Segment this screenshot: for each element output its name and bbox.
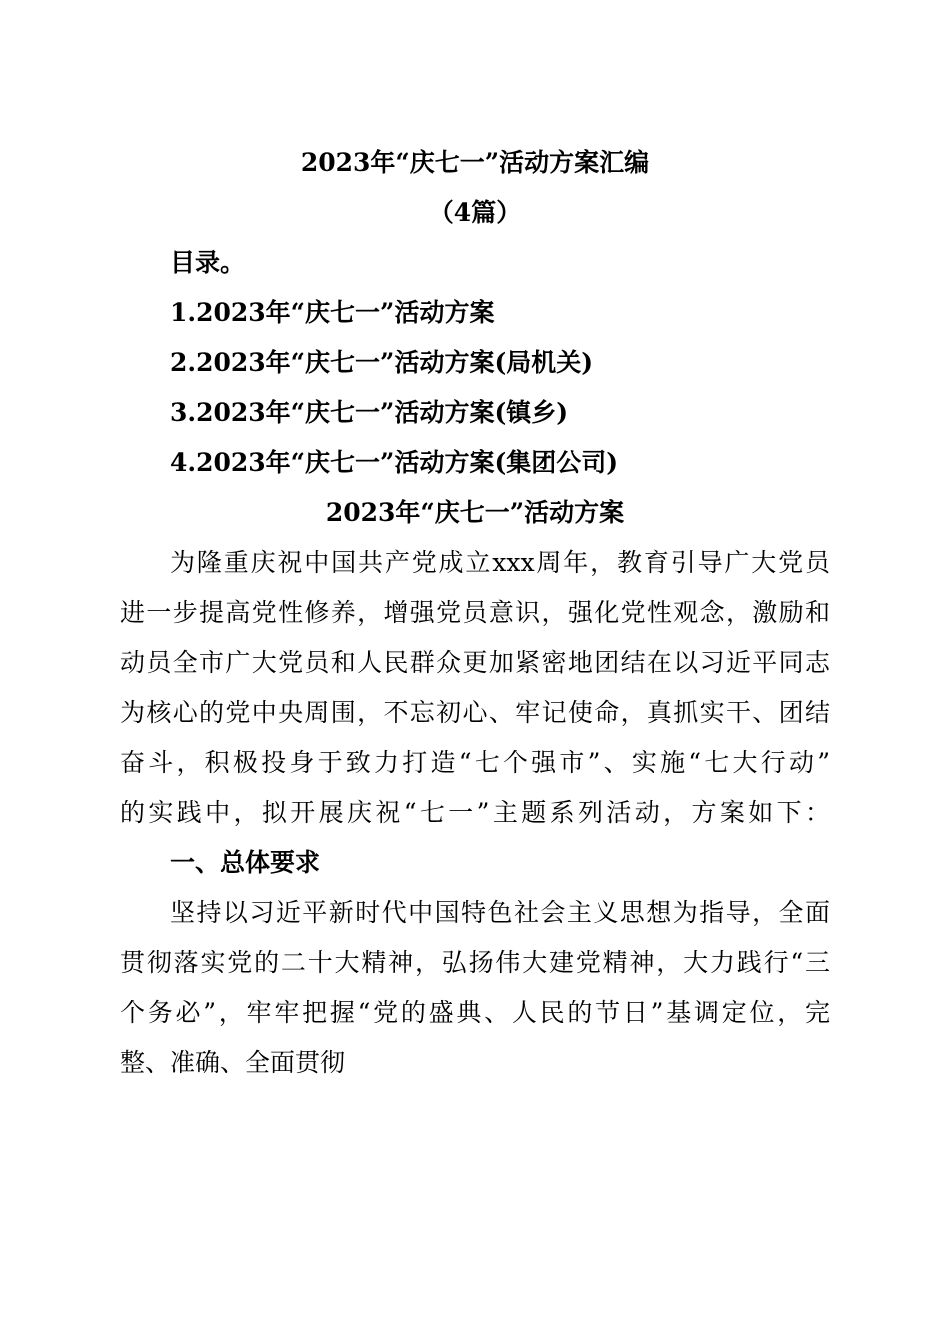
intro-line-3: 动员全市广大党员和人民群众更加紧密地团结在以习近平同志 xyxy=(120,648,830,677)
intro-line-6: 的实践中，拟开展庆祝“七一”主题系列活动，方案如下： xyxy=(120,798,830,827)
toc-item-3: 3.2023年“庆七一”活动方案(镇乡) xyxy=(170,398,569,427)
body-line-4: 整、准确、全面贯彻 xyxy=(120,1048,346,1077)
intro-line-2: 进一步提高党性修养，增强党员意识，强化党性观念，激励和 xyxy=(120,598,830,627)
toc-item-2: 2.2023年“庆七一”活动方案(局机关) xyxy=(170,348,594,377)
body-line-1: 坚持以习近平新时代中国特色社会主义思想为指导，全面 xyxy=(170,898,830,927)
body-line-3: 个务必”，牢牢把握“党的盛典、人民的节日”基调定位，完 xyxy=(120,998,830,1027)
body-line-2: 贯彻落实党的二十大精神，弘扬伟大建党精神，大力践行“三 xyxy=(120,948,830,977)
toc-item-4: 4.2023年“庆七一”活动方案(集团公司) xyxy=(170,448,619,477)
intro-line-1: 为隆重庆祝中国共产党成立xxx周年，教育引导广大党员 xyxy=(170,548,830,577)
intro-line-4: 为核心的党中央周围，不忘初心、牢记使命，真抓实干、团结 xyxy=(120,698,830,727)
document-subtitle: （4篇） xyxy=(428,198,522,227)
toc-heading: 目录。 xyxy=(170,248,246,277)
heading-1: 一、总体要求 xyxy=(170,848,321,877)
toc-item-1: 1.2023年“庆七一”活动方案 xyxy=(170,298,495,327)
document-title: 2023年“庆七一”活动方案汇编 xyxy=(300,148,650,177)
intro-line-5: 奋斗，积极投身于致力打造“七个强市”、实施“七大行动” xyxy=(120,748,830,777)
section-title: 2023年“庆七一”活动方案 xyxy=(325,498,625,527)
